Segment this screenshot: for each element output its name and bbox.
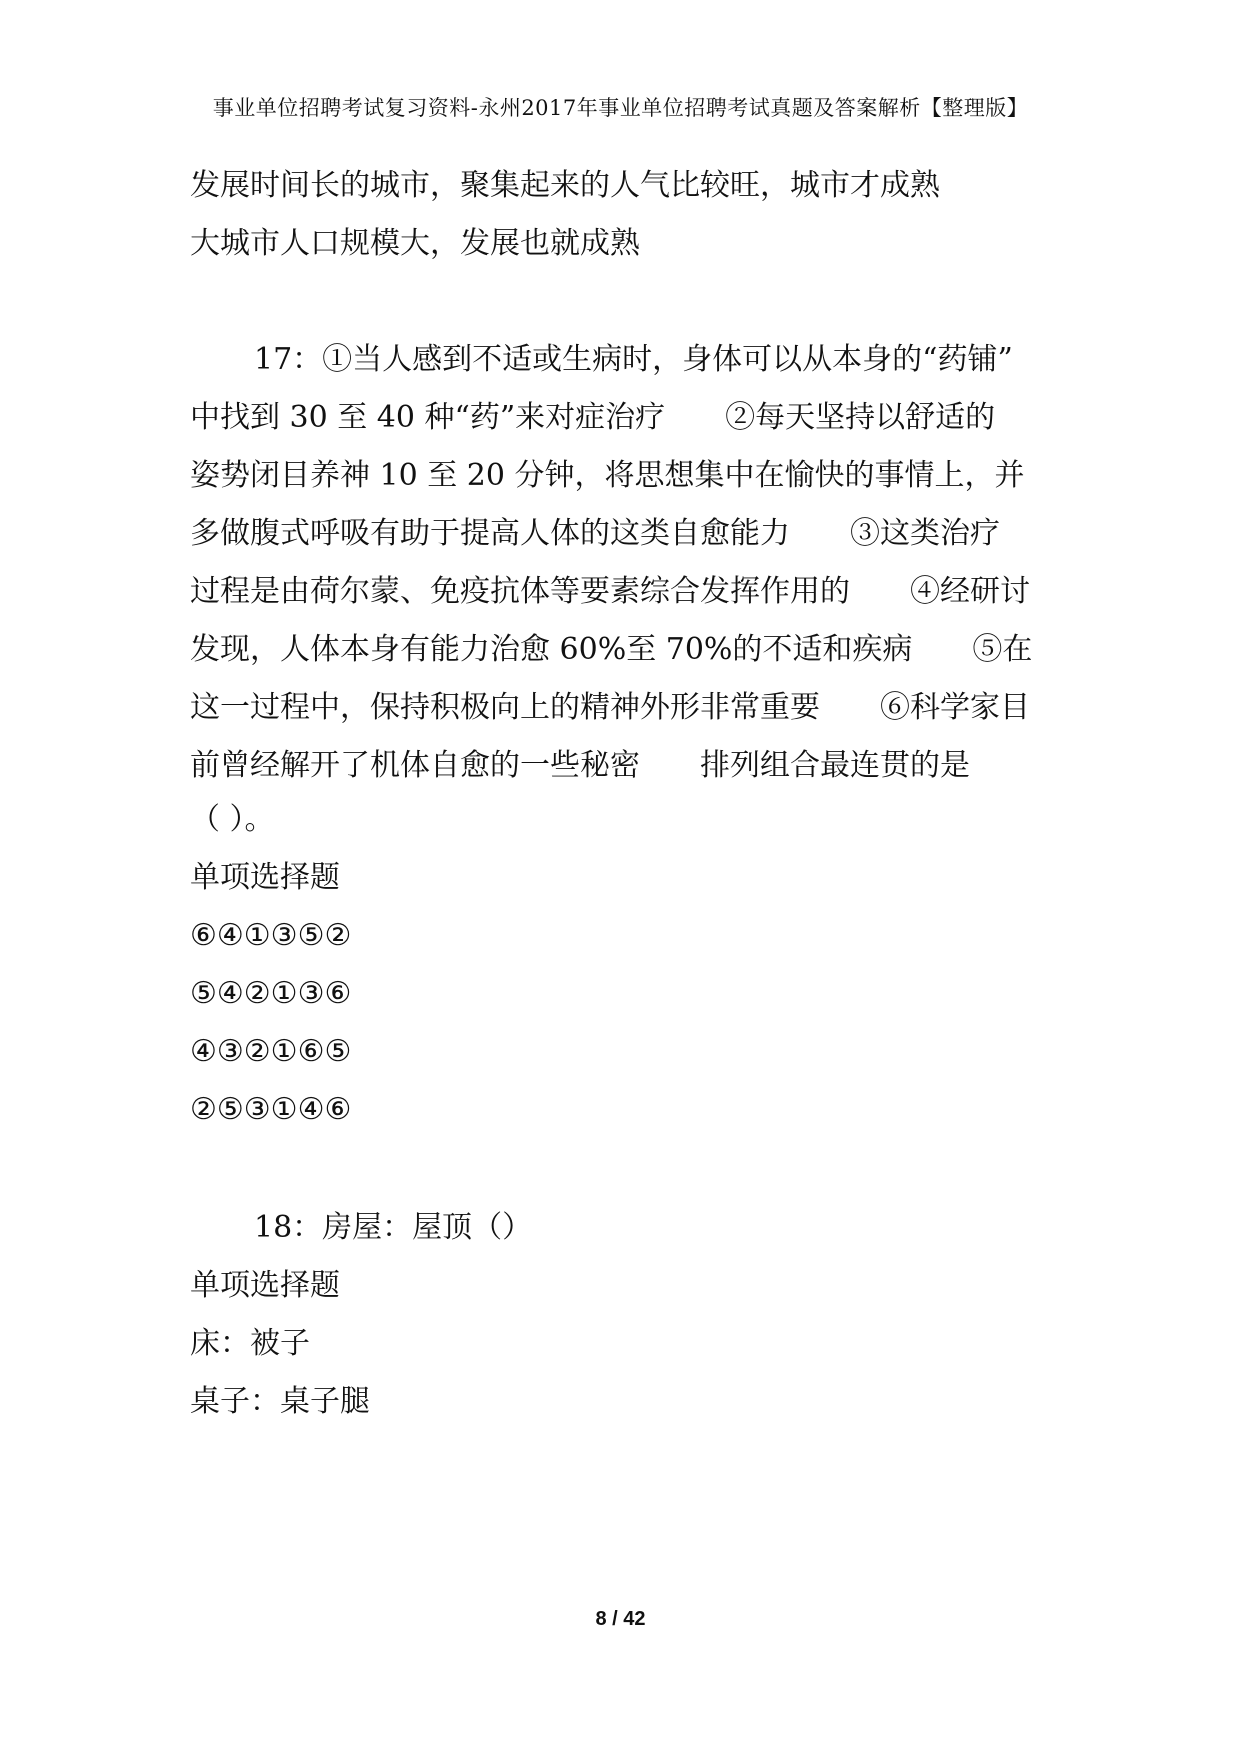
q17-stem-line-3: 姿势闭目养神 10 至 20 分钟，将思想集中在愉快的事情上，并 <box>190 458 1025 493</box>
q17-option-c: ④③②①⑥⑤ <box>190 1034 352 1069</box>
q17-stem-line-6: 发现，人体本身有能力治愈 60%至 70%的不适和疾病 ⑤在 <box>190 632 1033 667</box>
q17-stem-line-5: 过程是由荷尔蒙、免疫抗体等要素综合发挥作用的 ④经研讨 <box>190 574 1030 609</box>
prev-option-c: 发展时间长的城市，聚集起来的人气比较旺，城市才成熟 <box>190 168 940 203</box>
q18-question-type: 单项选择题 <box>190 1268 340 1303</box>
q17-question-type: 单项选择题 <box>190 860 340 895</box>
prev-option-d: 大城市人口规模大，发展也就成熟 <box>190 226 640 261</box>
q18-option-a: 床：被子 <box>190 1326 310 1361</box>
q18-stem: 18：房屋：屋顶（） <box>254 1210 533 1245</box>
q17-stem-line-8: 前曾经解开了机体自愈的一些秘密 排列组合最连贯的是 <box>190 748 970 783</box>
q17-option-d: ②⑤③①④⑥ <box>190 1092 352 1127</box>
q17-option-a: ⑥④①③⑤② <box>190 918 352 953</box>
document-header: 事业单位招聘考试复习资料-永州2017年事业单位招聘考试真题及答案解析【整理版】 <box>212 96 1029 120</box>
q17-option-b: ⑤④②①③⑥ <box>190 976 352 1011</box>
q17-stem-line-2: 中找到 30 至 40 种“药”来对症治疗 ②每天坚持以舒适的 <box>190 400 996 435</box>
q17-stem-line-4: 多做腹式呼吸有助于提高人体的这类自愈能力 ③这类治疗 <box>190 516 1000 551</box>
q18-option-b: 桌子：桌子腿 <box>190 1384 370 1419</box>
page-number: 8 / 42 <box>595 1608 646 1630</box>
q17-stem-line-1: 17：①当人感到不适或生病时，身体可以从本身的“药铺” <box>254 342 1013 377</box>
q17-stem-line-9: （ ）。 <box>190 802 275 837</box>
q17-stem-line-7: 这一过程中，保持积极向上的精神外形非常重要 ⑥科学家目 <box>190 690 1030 725</box>
